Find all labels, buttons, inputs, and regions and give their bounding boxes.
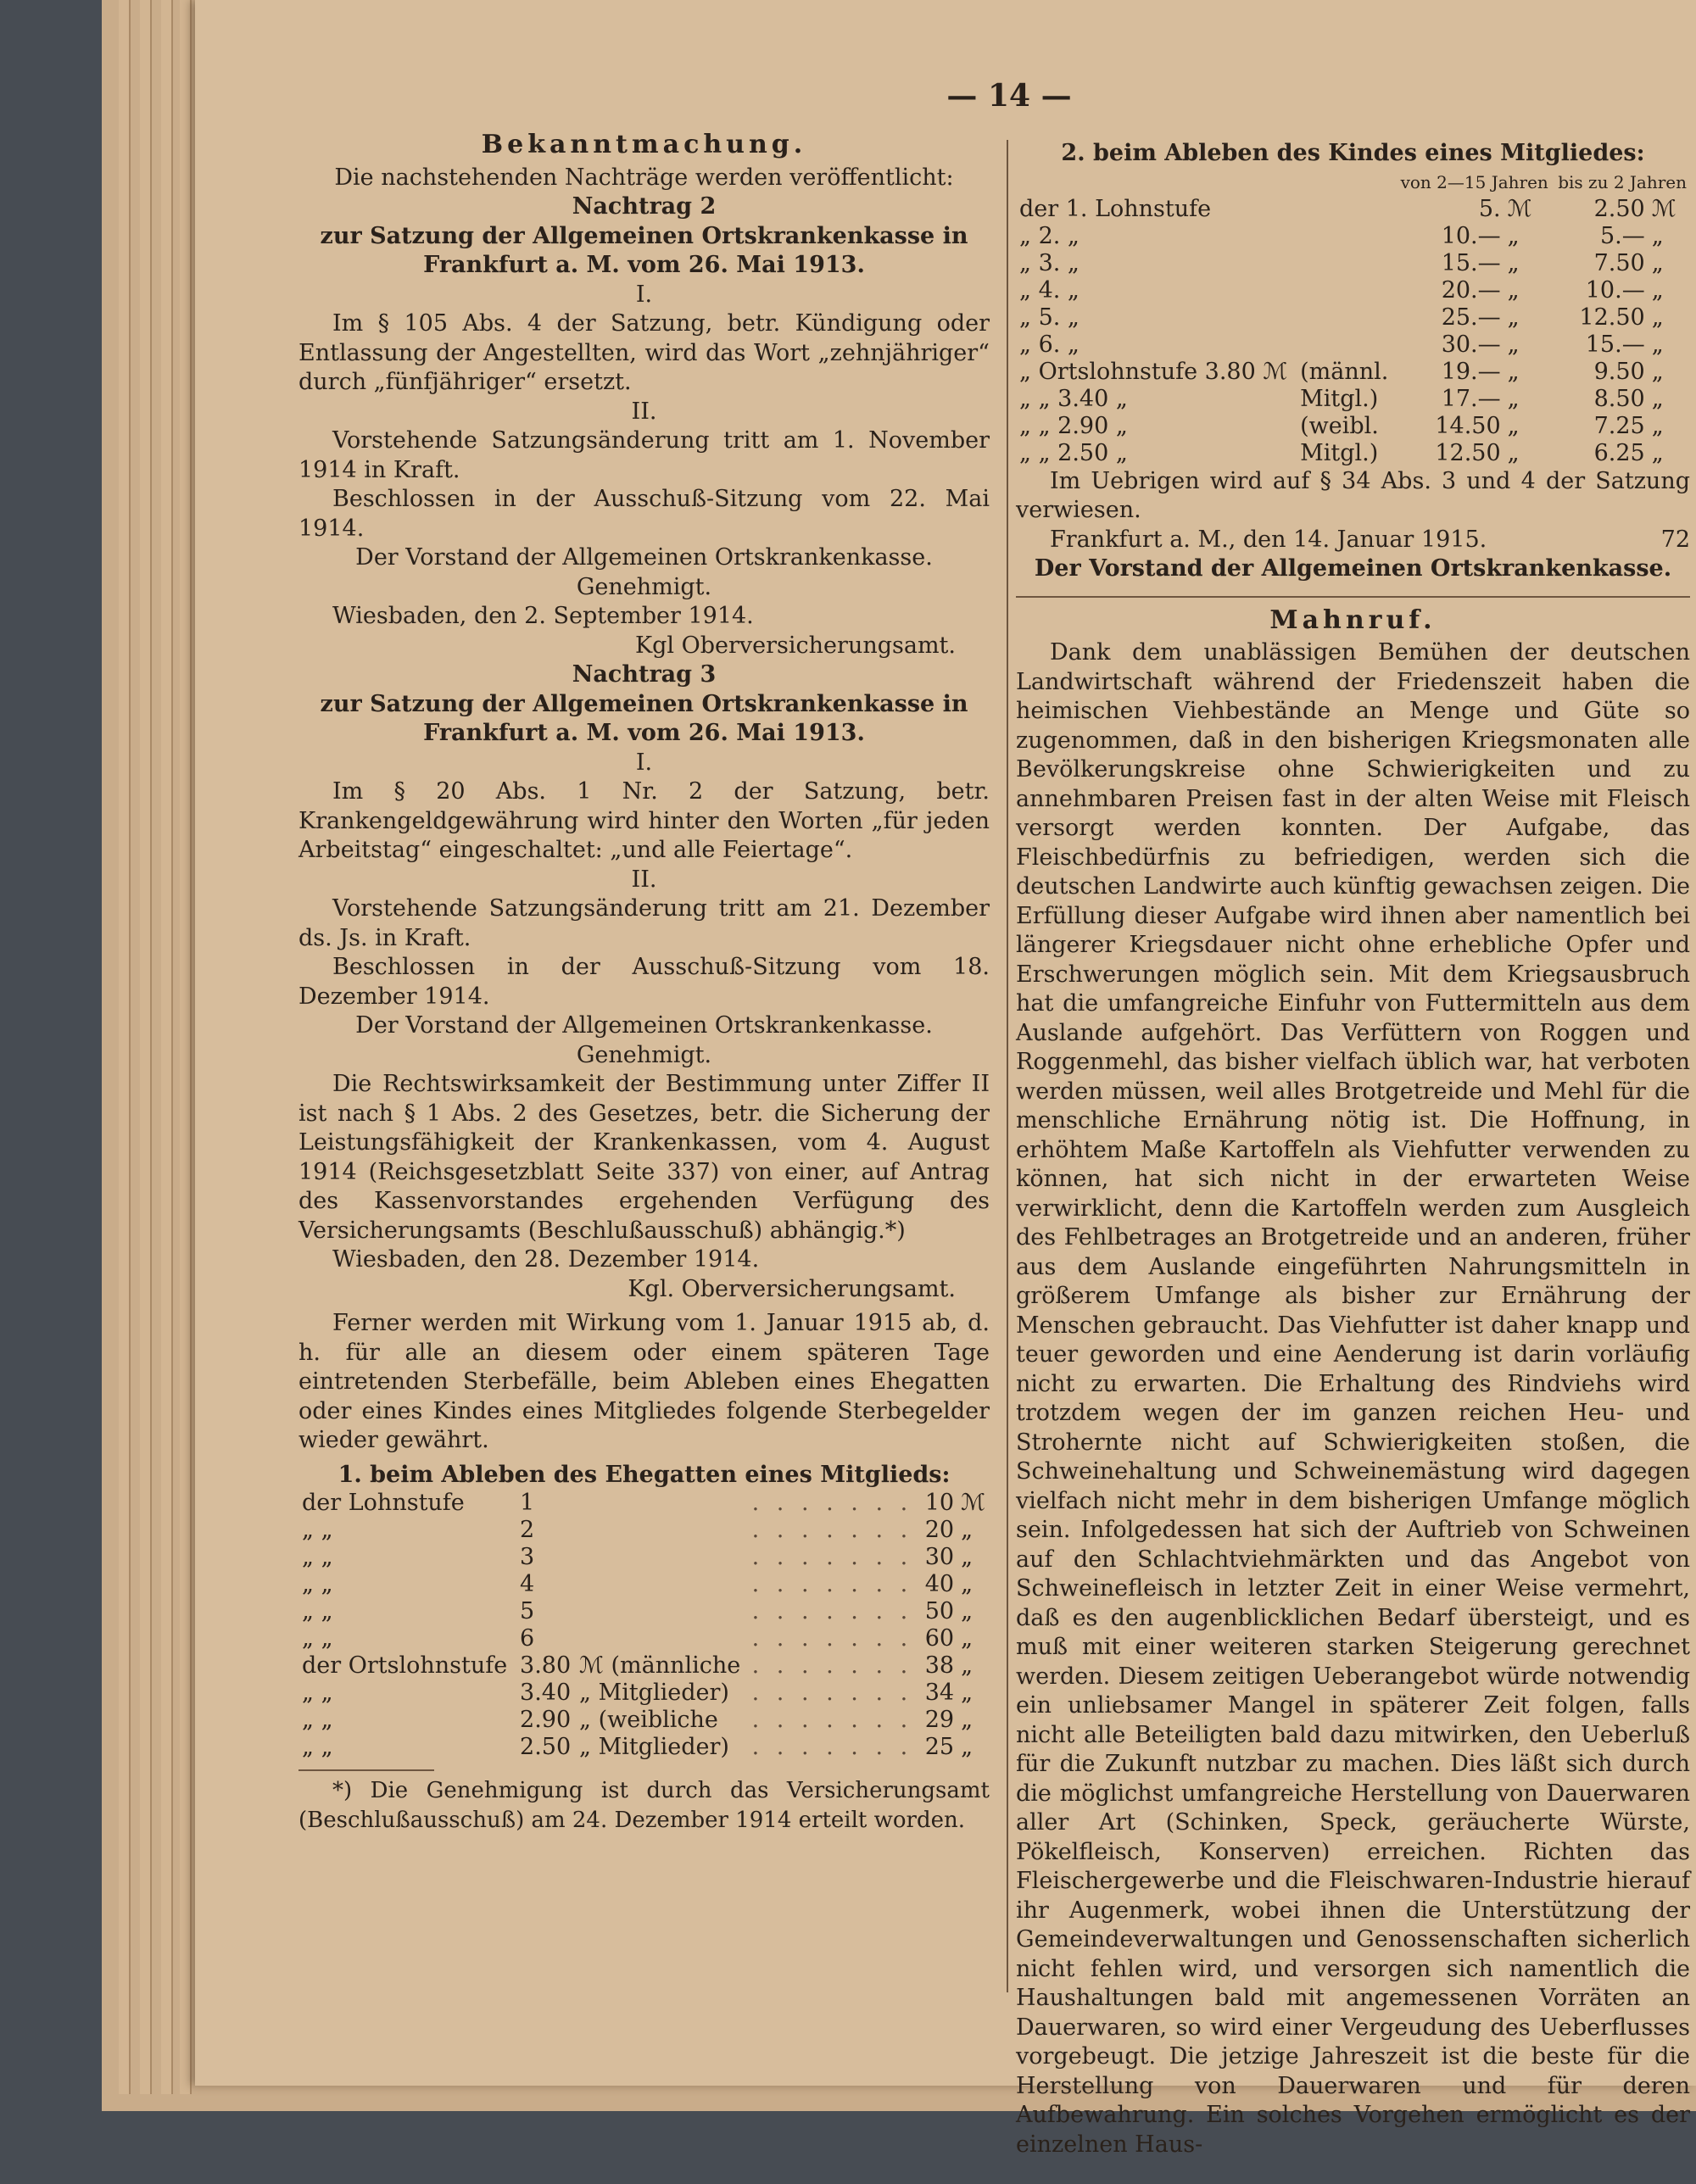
table-row bbox=[1016, 223, 1690, 250]
wage-class-value: 2 bbox=[520, 1517, 535, 1543]
benefit-amount: 12.50 bbox=[1579, 304, 1645, 331]
benefit-amount: 15.— bbox=[1441, 249, 1501, 276]
wage-class-label: „ „ bbox=[302, 1680, 333, 1706]
table-row bbox=[1016, 440, 1690, 467]
benefit-amount: 12.50 bbox=[1435, 439, 1501, 466]
benefit-amount: 34 bbox=[924, 1680, 955, 1706]
leader-dots: . . . . . . . bbox=[751, 1490, 913, 1516]
benefit-amount: 60 bbox=[924, 1625, 955, 1652]
wage-class-label: der Ortslohnstufe bbox=[302, 1652, 508, 1679]
table-row bbox=[298, 1734, 990, 1761]
wage-class-value: 5 bbox=[520, 1598, 535, 1624]
leader-dots: . . . . . . . bbox=[751, 1517, 913, 1543]
currency-unit: „ bbox=[961, 1680, 974, 1706]
member-note bbox=[1297, 223, 1394, 250]
currency-unit: „ bbox=[1507, 385, 1520, 412]
currency-unit: „ bbox=[1651, 249, 1664, 276]
wage-class-label: „ „ bbox=[302, 1707, 333, 1733]
wage-class-label: „ „ bbox=[302, 1517, 333, 1543]
place-date: Wiesbaden, den 2. September 1914. bbox=[332, 603, 754, 629]
wage-class-label: „ 5. „ bbox=[1019, 304, 1080, 331]
member-note bbox=[1297, 250, 1394, 277]
wage-class-label: „ 4. „ bbox=[1019, 276, 1080, 304]
benefit-amount: 17.— bbox=[1441, 385, 1501, 412]
member-note bbox=[576, 1598, 749, 1625]
wage-class-label: „ 3. „ bbox=[1019, 249, 1080, 276]
benefit-amount: 40 bbox=[924, 1571, 955, 1597]
table-row bbox=[298, 1517, 990, 1544]
supplement-3-subtitle: zur Satzung der Allgemeinen Ortskrankenkasse in Frankfurt a. M. vom 26. Mai 1913. bbox=[320, 690, 968, 746]
paragraph: Vorstehende Satzungsänderung tritt am 1. November 1914 in Kraft. bbox=[298, 427, 990, 483]
child-table-heading: 2. beim Ableben des Kindes eines Mitgliedes: bbox=[1061, 140, 1645, 166]
currency-unit: „ bbox=[961, 1571, 974, 1597]
currency-unit: ℳ bbox=[961, 1490, 985, 1516]
table-row bbox=[298, 1680, 990, 1707]
spouse-table-heading: 1. beim Ableben des Ehegatten eines Mitglieds: bbox=[338, 1461, 951, 1488]
benefit-amount: 38 bbox=[924, 1652, 955, 1679]
benefit-amount: 7.50 bbox=[1593, 249, 1645, 276]
wage-class-label: „ 6. „ bbox=[1019, 331, 1080, 358]
section-number: I. bbox=[635, 281, 653, 308]
appeal-heading: Mahnruf. bbox=[1269, 604, 1437, 635]
currency-unit: „ bbox=[961, 1598, 974, 1624]
child-death-benefit-table bbox=[1016, 169, 1690, 467]
announcement-heading: Bekanntmachung. bbox=[481, 130, 807, 159]
wage-class-label: „ 2. „ bbox=[1019, 222, 1080, 249]
supplement-2-title: Nachtrag 2 bbox=[572, 193, 717, 220]
wage-class-value: 3.40 bbox=[520, 1680, 572, 1706]
currency-unit: „ bbox=[961, 1734, 974, 1760]
paragraph: Im § 20 Abs. 1 Nr. 2 der Satzung, betr. Krankengeldgewährung wird hinter den Worten „für jeden Arbeitstag“ eingeschaltet: „und alle Feiertage“. bbox=[298, 778, 990, 863]
page-edge bbox=[180, 0, 192, 2094]
leader-dots: . . . . . . . bbox=[751, 1707, 913, 1733]
wage-class-value: 3 bbox=[520, 1544, 535, 1570]
wage-class-label: „ „ bbox=[302, 1625, 333, 1652]
currency-unit: „ bbox=[1651, 412, 1664, 439]
member-note: (weibl. bbox=[1300, 412, 1379, 439]
table-row bbox=[1016, 304, 1690, 332]
table-row bbox=[1016, 277, 1690, 304]
currency-unit: „ bbox=[1507, 249, 1520, 276]
member-note bbox=[576, 1625, 749, 1652]
currency-unit: „ bbox=[1651, 358, 1664, 385]
announcement-intro: Die nachstehenden Nachträge werden veröffentlicht: bbox=[334, 164, 954, 191]
currency-unit: „ bbox=[1507, 331, 1520, 358]
benefit-amount: 8.50 bbox=[1593, 385, 1645, 412]
table-row bbox=[1016, 413, 1690, 440]
benefit-amount: 9.50 bbox=[1593, 358, 1645, 385]
section-number: I. bbox=[635, 749, 653, 776]
benefit-amount: 10.— bbox=[1585, 276, 1645, 304]
member-note: Mitgl.) bbox=[1300, 439, 1379, 466]
wage-class-label: der 1. Lohnstufe bbox=[1019, 195, 1212, 222]
leader-dots: . . . . . . . bbox=[751, 1652, 913, 1679]
benefit-amount: 2.50 bbox=[1593, 195, 1645, 222]
currency-unit: „ bbox=[1651, 385, 1664, 412]
notice-number: 72 bbox=[1660, 526, 1690, 553]
benefit-amount: 29 bbox=[924, 1707, 955, 1733]
left-column bbox=[298, 127, 990, 1835]
currency-unit: „ bbox=[961, 1707, 974, 1733]
member-note bbox=[1297, 196, 1394, 223]
currency-unit: „ bbox=[961, 1544, 974, 1570]
resolution-line: Beschlossen in der Ausschuß-Sitzung vom 22. Mai 1914. bbox=[298, 486, 990, 542]
currency-unit: „ bbox=[1651, 276, 1664, 304]
section-number: II. bbox=[631, 398, 657, 425]
wage-class-value: 3.80 bbox=[520, 1652, 572, 1679]
leader-dots: . . . . . . . bbox=[751, 1598, 913, 1624]
leader-dots: . . . . . . . bbox=[751, 1625, 913, 1652]
currency-unit: „ bbox=[1651, 439, 1664, 466]
currency-unit: ℳ bbox=[1651, 195, 1676, 222]
wage-class-value: 2.90 bbox=[520, 1707, 572, 1733]
benefit-amount: 6.25 bbox=[1593, 439, 1645, 466]
table-row bbox=[298, 1571, 990, 1598]
currency-unit: „ bbox=[1507, 358, 1520, 385]
benefit-amount: 10.— bbox=[1441, 222, 1501, 249]
wage-class-label: „ „ 2.50 „ bbox=[1019, 439, 1128, 466]
wage-class-label: der Lohnstufe bbox=[302, 1490, 465, 1516]
member-note bbox=[1297, 277, 1394, 304]
benefit-amount: 30 bbox=[924, 1544, 955, 1570]
wage-class-value: 6 bbox=[520, 1625, 535, 1652]
footnote-rule bbox=[298, 1769, 434, 1771]
paragraph: Vorstehende Satzungsänderung tritt am 21. Dezember ds. Js. in Kraft. bbox=[298, 895, 990, 951]
currency-unit: „ bbox=[961, 1517, 974, 1543]
place-date: Frankfurt a. M., den 14. Januar 1915. bbox=[1050, 526, 1487, 553]
leader-dots: . . . . . . . bbox=[751, 1734, 913, 1760]
benefit-amount: 25.— bbox=[1441, 304, 1501, 331]
supplement-3-title: Nachtrag 3 bbox=[572, 661, 717, 688]
leader-dots: . . . . . . . bbox=[751, 1680, 913, 1706]
benefit-amount: 5.— bbox=[1599, 222, 1645, 249]
wage-class-label: „ „ bbox=[302, 1598, 333, 1624]
wage-class-value: 4 bbox=[520, 1571, 535, 1597]
leader-dots: . . . . . . . bbox=[751, 1571, 913, 1597]
office-signature: Kgl. Oberversicherungsamt. bbox=[628, 1275, 956, 1302]
page-edge bbox=[161, 0, 173, 2094]
wage-class-label: „ „ bbox=[302, 1544, 333, 1570]
member-note bbox=[576, 1571, 749, 1598]
benefit-amount: 20 bbox=[924, 1517, 955, 1543]
office-signature: Kgl Oberversicherungsamt. bbox=[634, 632, 956, 659]
table-row bbox=[298, 1707, 990, 1734]
resolution-line: Beschlossen in der Ausschuß-Sitzung vom 18. Dezember 1914. bbox=[298, 954, 990, 1010]
footnote: *) Die Genehmigung ist durch das Versicherungsamt (Beschlußausschuß) am 24. Dezember 1914 erteilt worden. bbox=[298, 1778, 990, 1833]
table-row bbox=[298, 1652, 990, 1680]
appeal-text: Dank dem unablässigen Bemühen der deutschen Landwirtschaft während der Friedenszeit haben die heimischen Viehbestände an Menge und Güte so zugenommen, daß in den bisherigen Kriegsmonaten alle Bevölkerungskreise ohne Schwierigkeiten und zu annehmbaren Preisen fast in der alten Weise mit Fleisch versorgt werden konnten. Der Aufgabe, das Fleischbedürfnis zu befriedigen, werden sich die deutschen Landwirte auch künftig gewachsen zeigen. Die Erfüllung dieser Aufgabe wird ihnen aber namentlich bei längerer Kriegsdauer nicht ohne erhebliche Opfer und Erschwerungen möglich sein. Mit dem Kriegsausbruch hat die umfangreiche Einfuhr von Futtermitteln aus dem Auslande aufgehört. Das Verfüttern von Roggen und Roggenmehl, das bisher vielfach üblich war, hat verboten werden müssen, weil alles Brotgetreide und Mehl für die menschliche Ernährung nötig ist. Die Hoffnung, in erhöhtem Maße Kartoffeln als Viehfutter verwenden zu können, hat sich nicht in der erwarteten Weise verwirklicht, denn die Kartoffeln werden zum Ausgleich des Fehlbetrages an Brotgetreide und an anderen, früher aus dem Auslande eingeführten Nahrungsmitteln in größerem Umfange als bisher zur Ernährung der Menschen gebraucht. Das Viehfutter ist daher knapp und teuer geworden und eine Aenderung ist darin vorläufig nicht zu erwarten. Die Erhaltung des Rindviehs wird trotzdem wegen der im ganzen reichen Heu- und Strohernte nicht auf Schwierigkeiten stoßen, die Schweinehaltung und Schweinemästung wird dagegen vielfach nicht mehr in dem bisherigen Umfange möglich sein. Infolgedessen hat sich der Auftrieb von Schweinen auf den Schlachtviehmärkten und das Angebot von Schweinefleisch in letzter Zeit in einer Weise vermehrt, daß es den augenblicklichen Bedarf übersteigt, und es muß mit einer weiteren starken Steigerung gerechnet werden. Diesem zeitigen Ueberangebot würde notwendig ein unliebsamer Mangel in späterer Zeit folgen, falls nicht alle Beteiligten bald dazu mitwirken, den Ueberluß für die Zukunft nutzbar zu machen. Dies läßt sich durch die möglichst umfangreiche Herstellung von Dauerwaren aller Art (Schinken, Speck, geräucherte Würste, Pökelfleisch, Konserven) erreichen. Richten das Fleischergewerbe und die Fleischwaren-Industrie hierauf ihr Augenmerk, wobei ihnen die Unterstützung der Gemeindeverwaltungen und Genossenschaften sicherlich nicht fehlen wird, und versorgen sich namentlich die Haushaltungen bald mit angemessenen Vorräten an Dauerwaren, so wird einer Vergeudung des Ueberflusses vorgebeugt. Die jetzige Jahreszeit ist die beste für die Herstellung von Dauerwaren und für deren Aufbewahrung. Ein solches Vorgehen ermöglicht es der einzelnen Haus- bbox=[1016, 639, 1690, 2158]
paragraph: Im § 105 Abs. 4 der Satzung, betr. Kündigung oder Entlassung der Angestellten, wird das Wort „zehnjähriger“ durch „fünfjähriger“ ersetzt. bbox=[298, 310, 990, 395]
wage-class-value: 2.50 bbox=[520, 1734, 572, 1760]
benefit-amount: 7.25 bbox=[1593, 412, 1645, 439]
member-note bbox=[576, 1544, 749, 1571]
column-header: bis zu 2 Jahren bbox=[1558, 171, 1687, 192]
member-note: „ Mitglieder) bbox=[579, 1734, 729, 1760]
benefit-amount: 5. bbox=[1478, 195, 1501, 222]
currency-unit: „ bbox=[1507, 222, 1520, 249]
currency-unit: „ bbox=[961, 1652, 974, 1679]
table-row bbox=[298, 1598, 990, 1625]
page-edge bbox=[119, 0, 131, 2094]
currency-unit: „ bbox=[1507, 412, 1520, 439]
currency-unit: „ bbox=[1507, 276, 1520, 304]
benefit-amount: 30.— bbox=[1441, 331, 1501, 358]
board-signature: Der Vorstand der Allgemeinen Ortskrankenkasse. bbox=[355, 1012, 933, 1039]
member-note: „ (weibliche bbox=[579, 1707, 718, 1733]
member-note bbox=[1297, 332, 1394, 359]
currency-unit: „ bbox=[1507, 439, 1520, 466]
board-signature: Der Vorstand der Allgemeinen Ortskrankenkasse. bbox=[355, 544, 933, 571]
paragraph: Im Uebrigen wird auf § 34 Abs. 3 und 4 der Satzung verwiesen. bbox=[1016, 467, 1690, 523]
table-row bbox=[1016, 332, 1690, 359]
benefit-amount: 14.50 bbox=[1435, 412, 1501, 439]
column-header: von 2—15 Jahren bbox=[1400, 171, 1548, 192]
table-row bbox=[298, 1625, 990, 1652]
benefit-amount: 10 bbox=[924, 1490, 955, 1516]
right-column bbox=[1016, 139, 1690, 2159]
benefit-amount: 50 bbox=[924, 1598, 955, 1624]
currency-unit: „ bbox=[1507, 304, 1520, 331]
table-row bbox=[1016, 359, 1690, 386]
currency-unit: „ bbox=[1651, 222, 1664, 249]
benefit-amount: 19.— bbox=[1441, 358, 1501, 385]
wage-class-label: „ „ bbox=[302, 1571, 333, 1597]
section-rule bbox=[1016, 596, 1690, 598]
member-note bbox=[576, 1517, 749, 1544]
table-row bbox=[1016, 250, 1690, 277]
table-row bbox=[1016, 196, 1690, 223]
currency-unit: „ bbox=[1651, 304, 1664, 331]
place-date: Wiesbaden, den 28. Dezember 1914. bbox=[332, 1246, 760, 1273]
member-note: Mitgl.) bbox=[1300, 385, 1379, 412]
wage-class-label: „ „ 3.40 „ bbox=[1019, 385, 1128, 412]
paragraph: Die Rechtswirksamkeit der Bestimmung unter Ziffer II ist nach § 1 Abs. 2 des Gesetzes, betr. die Sicherung der Leistungsfähigkeit der Krankenkassen, vom 4. August 1914 (Reichsgesetzblatt Seite 337) von einer, auf Antrag des Kassenvorstandes ergehenden Verfügung des Versicherungsamts (Beschlußausschuß) abhängig.*) bbox=[298, 1071, 990, 1244]
member-note bbox=[576, 1490, 749, 1517]
member-note: (männl. bbox=[1300, 358, 1389, 385]
currency-unit: ℳ bbox=[1507, 195, 1532, 222]
member-note bbox=[1297, 304, 1394, 332]
benefit-amount: 15.— bbox=[1585, 331, 1645, 358]
table-row bbox=[298, 1544, 990, 1571]
currency-unit: „ bbox=[1651, 331, 1664, 358]
currency-unit: „ bbox=[961, 1625, 974, 1652]
wage-class-label: „ Ortslohnstufe 3.80 ℳ bbox=[1019, 358, 1288, 385]
benefit-amount: 25 bbox=[924, 1734, 955, 1760]
approval-line: Genehmigt. bbox=[576, 573, 712, 600]
member-note: ℳ (männliche bbox=[579, 1652, 741, 1679]
section-number: II. bbox=[631, 866, 657, 893]
wage-class-label: „ „ 2.90 „ bbox=[1019, 412, 1128, 439]
page-number: — 14 — bbox=[946, 78, 1072, 114]
leader-dots: . . . . . . . bbox=[751, 1544, 913, 1570]
paragraph: Ferner werden mit Wirkung vom 1. Januar 1915 ab, d. h. für alle an diesem oder einem späteren Tage eintretenden Sterbefälle, beim Ableben eines Ehegatten oder eines Kindes eines Mitgliedes folgende Sterbegelder wieder gewährt. bbox=[298, 1310, 990, 1453]
approval-line: Genehmigt. bbox=[576, 1041, 712, 1068]
supplement-2-subtitle: zur Satzung der Allgemeinen Ortskrankenkasse in Frankfurt a. M. vom 26. Mai 1913. bbox=[320, 222, 968, 278]
spouse-death-benefit-table bbox=[298, 1490, 990, 1761]
table-row bbox=[1016, 386, 1690, 413]
table-row bbox=[298, 1490, 990, 1517]
page-edge bbox=[140, 0, 152, 2094]
member-note: „ Mitglieder) bbox=[579, 1680, 729, 1706]
wage-class-value: 1 bbox=[520, 1490, 535, 1516]
wage-class-label: „ „ bbox=[302, 1734, 333, 1760]
column-divider bbox=[1007, 140, 1008, 1992]
board-signature: Der Vorstand der Allgemeinen Ortskrankenkasse. bbox=[1034, 555, 1672, 582]
benefit-amount: 20.— bbox=[1441, 276, 1501, 304]
